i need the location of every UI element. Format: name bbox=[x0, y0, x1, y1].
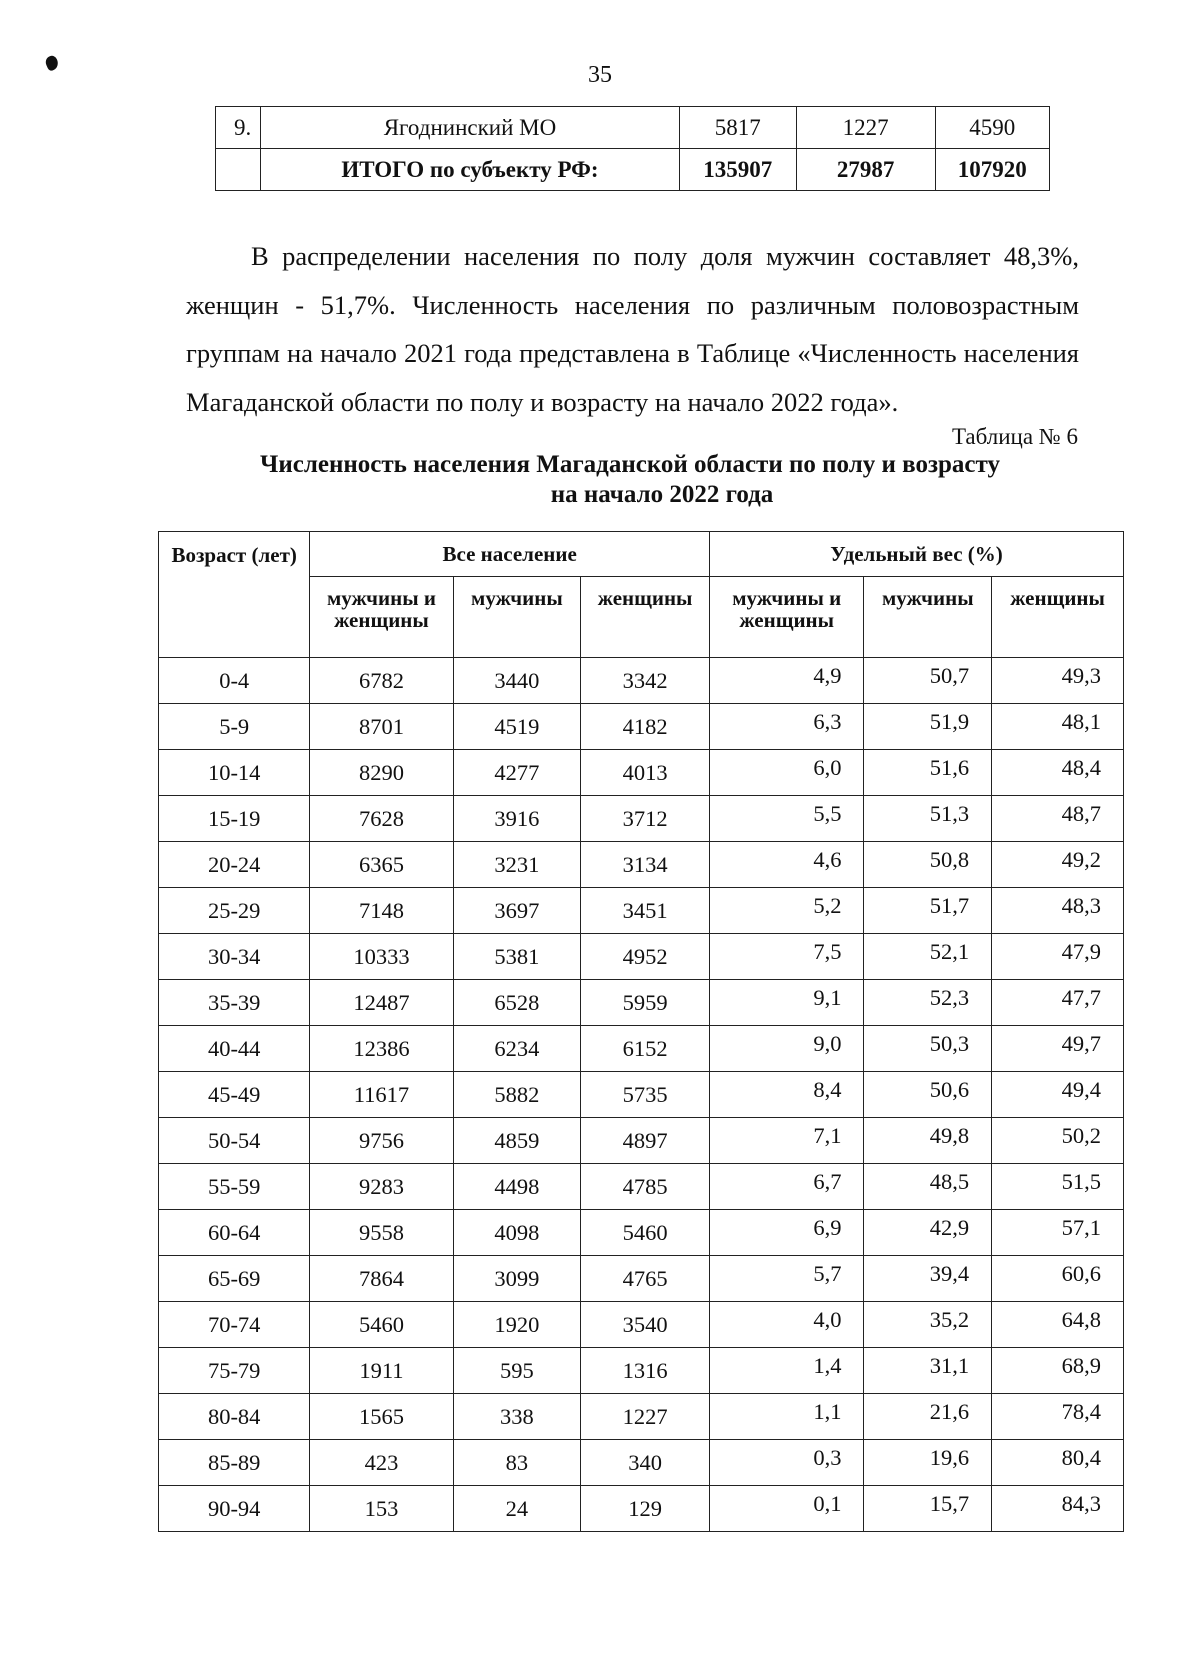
value-cell: 423 bbox=[310, 1440, 453, 1486]
table-row bbox=[159, 980, 1124, 1026]
value-cell: 80,4 bbox=[992, 1440, 1124, 1486]
table-caption: Таблица № 6 bbox=[951, 424, 1078, 449]
value-cell: 6,7 bbox=[709, 1164, 863, 1210]
age-group-cell: 25-29 bbox=[159, 888, 310, 934]
value-cell: 8701 bbox=[310, 704, 453, 750]
value-cell: 3916 bbox=[453, 796, 581, 842]
table-row bbox=[159, 750, 1124, 796]
value-cell: 49,2 bbox=[992, 842, 1124, 888]
value-cell: 3099 bbox=[453, 1256, 581, 1302]
value-cell: 5959 bbox=[581, 980, 710, 1026]
value-cell: 3712 bbox=[581, 796, 710, 842]
value-cell: 11617 bbox=[310, 1072, 453, 1118]
table-row bbox=[159, 1302, 1124, 1348]
value-cell: 3342 bbox=[581, 658, 710, 704]
value-cell: 48,3 bbox=[992, 888, 1124, 934]
table-row bbox=[159, 842, 1124, 888]
age-group-cell: 55-59 bbox=[159, 1164, 310, 1210]
table-row bbox=[159, 1486, 1124, 1532]
value-cell: 7148 bbox=[310, 888, 453, 934]
value-cell: 4498 bbox=[453, 1164, 581, 1210]
age-group-cell: 50-54 bbox=[159, 1118, 310, 1164]
age-group-cell: 90-94 bbox=[159, 1486, 310, 1532]
value-cell: 64,8 bbox=[992, 1302, 1124, 1348]
value-cell: 49,8 bbox=[864, 1118, 992, 1164]
value-cell: 4519 bbox=[453, 704, 581, 750]
table-row bbox=[159, 1348, 1124, 1394]
value-cell: 48,5 bbox=[864, 1164, 992, 1210]
value-cell: 9558 bbox=[310, 1210, 453, 1256]
table-row bbox=[159, 1026, 1124, 1072]
value-cell: 4,0 bbox=[709, 1302, 863, 1348]
table-row bbox=[159, 1440, 1124, 1486]
value-cell: 9283 bbox=[310, 1164, 453, 1210]
value-cell: 52,3 bbox=[864, 980, 992, 1026]
value-cell: 15,7 bbox=[864, 1486, 992, 1532]
value-cell: 5460 bbox=[310, 1302, 453, 1348]
value-cell: 6234 bbox=[453, 1026, 581, 1072]
top-table-cell: 135907 bbox=[680, 149, 797, 191]
value-cell: 595 bbox=[453, 1348, 581, 1394]
value-cell: 50,8 bbox=[864, 842, 992, 888]
value-cell: 4,9 bbox=[709, 658, 863, 704]
value-cell: 340 bbox=[581, 1440, 710, 1486]
age-group-cell: 15-19 bbox=[159, 796, 310, 842]
value-cell: 7864 bbox=[310, 1256, 453, 1302]
value-cell: 51,6 bbox=[864, 750, 992, 796]
value-cell: 338 bbox=[453, 1394, 581, 1440]
top-table-cell: 107920 bbox=[935, 149, 1049, 191]
value-cell: 51,5 bbox=[992, 1164, 1124, 1210]
value-cell: 4897 bbox=[581, 1118, 710, 1164]
value-cell: 24 bbox=[453, 1486, 581, 1532]
value-cell: 50,7 bbox=[864, 658, 992, 704]
value-cell: 52,1 bbox=[864, 934, 992, 980]
value-cell: 7,1 bbox=[709, 1118, 863, 1164]
value-cell: 48,7 bbox=[992, 796, 1124, 842]
population-table-body bbox=[159, 658, 1124, 1532]
value-cell: 57,1 bbox=[992, 1210, 1124, 1256]
table-row bbox=[159, 1072, 1124, 1118]
population-table bbox=[158, 531, 1124, 1532]
value-cell: 6782 bbox=[310, 658, 453, 704]
value-cell: 6365 bbox=[310, 842, 453, 888]
value-cell: 47,7 bbox=[992, 980, 1124, 1026]
value-cell: 49,4 bbox=[992, 1072, 1124, 1118]
value-cell: 78,4 bbox=[992, 1394, 1124, 1440]
value-cell: 6,9 bbox=[709, 1210, 863, 1256]
value-cell: 50,2 bbox=[992, 1118, 1124, 1164]
value-cell: 5882 bbox=[453, 1072, 581, 1118]
value-cell: 6152 bbox=[581, 1026, 710, 1072]
table-row bbox=[159, 888, 1124, 934]
value-cell: 5460 bbox=[581, 1210, 710, 1256]
value-cell: 3540 bbox=[581, 1302, 710, 1348]
header-age: Возраст (лет) bbox=[159, 532, 310, 658]
value-cell: 21,6 bbox=[864, 1394, 992, 1440]
header-sub: мужчины и женщины bbox=[709, 577, 863, 658]
table-row bbox=[159, 1164, 1124, 1210]
age-group-cell: 40-44 bbox=[159, 1026, 310, 1072]
value-cell: 42,9 bbox=[864, 1210, 992, 1256]
age-group-cell: 20-24 bbox=[159, 842, 310, 888]
top-table-row bbox=[216, 149, 1050, 191]
value-cell: 6,3 bbox=[709, 704, 863, 750]
value-cell: 50,3 bbox=[864, 1026, 992, 1072]
value-cell: 4765 bbox=[581, 1256, 710, 1302]
value-cell: 12487 bbox=[310, 980, 453, 1026]
header-sub: женщины bbox=[581, 577, 710, 658]
value-cell: 5735 bbox=[581, 1072, 710, 1118]
value-cell: 1,1 bbox=[709, 1394, 863, 1440]
age-group-cell: 70-74 bbox=[159, 1302, 310, 1348]
top-table bbox=[215, 106, 1050, 191]
age-group-cell: 5-9 bbox=[159, 704, 310, 750]
age-group-cell: 65-69 bbox=[159, 1256, 310, 1302]
value-cell: 9756 bbox=[310, 1118, 453, 1164]
value-cell: 7,5 bbox=[709, 934, 863, 980]
value-cell: 4277 bbox=[453, 750, 581, 796]
header-all-population: Все население bbox=[310, 532, 710, 577]
top-table-cell: 4590 bbox=[935, 107, 1049, 149]
top-table-cell: ИТОГО по субъекту РФ: bbox=[260, 149, 679, 191]
age-group-cell: 80-84 bbox=[159, 1394, 310, 1440]
value-cell: 9,0 bbox=[709, 1026, 863, 1072]
value-cell: 48,4 bbox=[992, 750, 1124, 796]
value-cell: 60,6 bbox=[992, 1256, 1124, 1302]
page-number: 35 bbox=[588, 62, 612, 88]
value-cell: 3134 bbox=[581, 842, 710, 888]
header-sub: мужчины bbox=[864, 577, 992, 658]
age-group-cell: 60-64 bbox=[159, 1210, 310, 1256]
age-group-cell: 45-49 bbox=[159, 1072, 310, 1118]
value-cell: 1911 bbox=[310, 1348, 453, 1394]
top-table-cell: 27987 bbox=[796, 149, 935, 191]
value-cell: 49,7 bbox=[992, 1026, 1124, 1072]
value-cell: 5381 bbox=[453, 934, 581, 980]
age-group-cell: 10-14 bbox=[159, 750, 310, 796]
value-cell: 4098 bbox=[453, 1210, 581, 1256]
value-cell: 3451 bbox=[581, 888, 710, 934]
value-cell: 4013 bbox=[581, 750, 710, 796]
value-cell: 1920 bbox=[453, 1302, 581, 1348]
value-cell: 48,1 bbox=[992, 704, 1124, 750]
age-group-cell: 75-79 bbox=[159, 1348, 310, 1394]
header-share: Удельный вес (%) bbox=[709, 532, 1123, 577]
value-cell: 35,2 bbox=[864, 1302, 992, 1348]
value-cell: 6528 bbox=[453, 980, 581, 1026]
top-table-row bbox=[216, 107, 1050, 149]
value-cell: 19,6 bbox=[864, 1440, 992, 1486]
value-cell: 83 bbox=[453, 1440, 581, 1486]
value-cell: 84,3 bbox=[992, 1486, 1124, 1532]
value-cell: 4952 bbox=[581, 934, 710, 980]
value-cell: 4785 bbox=[581, 1164, 710, 1210]
header-sub: мужчины и женщины bbox=[310, 577, 453, 658]
value-cell: 0,1 bbox=[709, 1486, 863, 1532]
value-cell: 3697 bbox=[453, 888, 581, 934]
body-paragraph: В распределении населения по полу доля мужчин составляет 48,3%, женщин - 51,7%. Численность населения по различным половозрастным группам на начало 2021 года представлена в Таблице «Численность населения Магаданской области по полу и возрасту на начало 2022 года». bbox=[186, 241, 1079, 417]
table-row bbox=[159, 934, 1124, 980]
table-row bbox=[159, 1256, 1124, 1302]
header-sub: мужчины bbox=[453, 577, 581, 658]
value-cell: 5,7 bbox=[709, 1256, 863, 1302]
value-cell: 1565 bbox=[310, 1394, 453, 1440]
value-cell: 50,6 bbox=[864, 1072, 992, 1118]
top-table-body bbox=[216, 107, 1050, 191]
top-table-cell: 9. bbox=[216, 107, 261, 149]
value-cell: 68,9 bbox=[992, 1348, 1124, 1394]
value-cell: 4,6 bbox=[709, 842, 863, 888]
age-group-cell: 85-89 bbox=[159, 1440, 310, 1486]
age-group-cell: 35-39 bbox=[159, 980, 310, 1026]
value-cell: 5,2 bbox=[709, 888, 863, 934]
table-row bbox=[159, 796, 1124, 842]
value-cell: 4859 bbox=[453, 1118, 581, 1164]
value-cell: 5,5 bbox=[709, 796, 863, 842]
table-title-line1: Численность населения Магаданской области по полу и возрасту bbox=[260, 451, 1000, 478]
table-title-line2: на начало 2022 года bbox=[550, 481, 774, 508]
value-cell: 129 bbox=[581, 1486, 710, 1532]
table-row bbox=[159, 704, 1124, 750]
table-title bbox=[150, 450, 1110, 510]
value-cell: 153 bbox=[310, 1486, 453, 1532]
table-row bbox=[159, 1210, 1124, 1256]
table-row bbox=[159, 658, 1124, 704]
table-row bbox=[159, 1118, 1124, 1164]
value-cell: 1,4 bbox=[709, 1348, 863, 1394]
value-cell: 39,4 bbox=[864, 1256, 992, 1302]
value-cell: 1316 bbox=[581, 1348, 710, 1394]
value-cell: 9,1 bbox=[709, 980, 863, 1026]
value-cell: 0,3 bbox=[709, 1440, 863, 1486]
value-cell: 1227 bbox=[581, 1394, 710, 1440]
value-cell: 31,1 bbox=[864, 1348, 992, 1394]
value-cell: 4182 bbox=[581, 704, 710, 750]
table-row bbox=[159, 1394, 1124, 1440]
value-cell: 8,4 bbox=[709, 1072, 863, 1118]
value-cell: 3231 bbox=[453, 842, 581, 888]
value-cell: 6,0 bbox=[709, 750, 863, 796]
age-group-cell: 30-34 bbox=[159, 934, 310, 980]
value-cell: 7628 bbox=[310, 796, 453, 842]
value-cell: 3440 bbox=[453, 658, 581, 704]
value-cell: 51,7 bbox=[864, 888, 992, 934]
value-cell: 49,3 bbox=[992, 658, 1124, 704]
value-cell: 10333 bbox=[310, 934, 453, 980]
value-cell: 51,3 bbox=[864, 796, 992, 842]
top-table-cell bbox=[216, 149, 261, 191]
value-cell: 51,9 bbox=[864, 704, 992, 750]
value-cell: 8290 bbox=[310, 750, 453, 796]
header-sub: женщины bbox=[992, 577, 1124, 658]
value-cell: 12386 bbox=[310, 1026, 453, 1072]
top-table-cell: Ягоднинский МО bbox=[260, 107, 679, 149]
top-table-cell: 1227 bbox=[796, 107, 935, 149]
age-group-cell: 0-4 bbox=[159, 658, 310, 704]
top-table-cell: 5817 bbox=[680, 107, 797, 149]
value-cell: 47,9 bbox=[992, 934, 1124, 980]
